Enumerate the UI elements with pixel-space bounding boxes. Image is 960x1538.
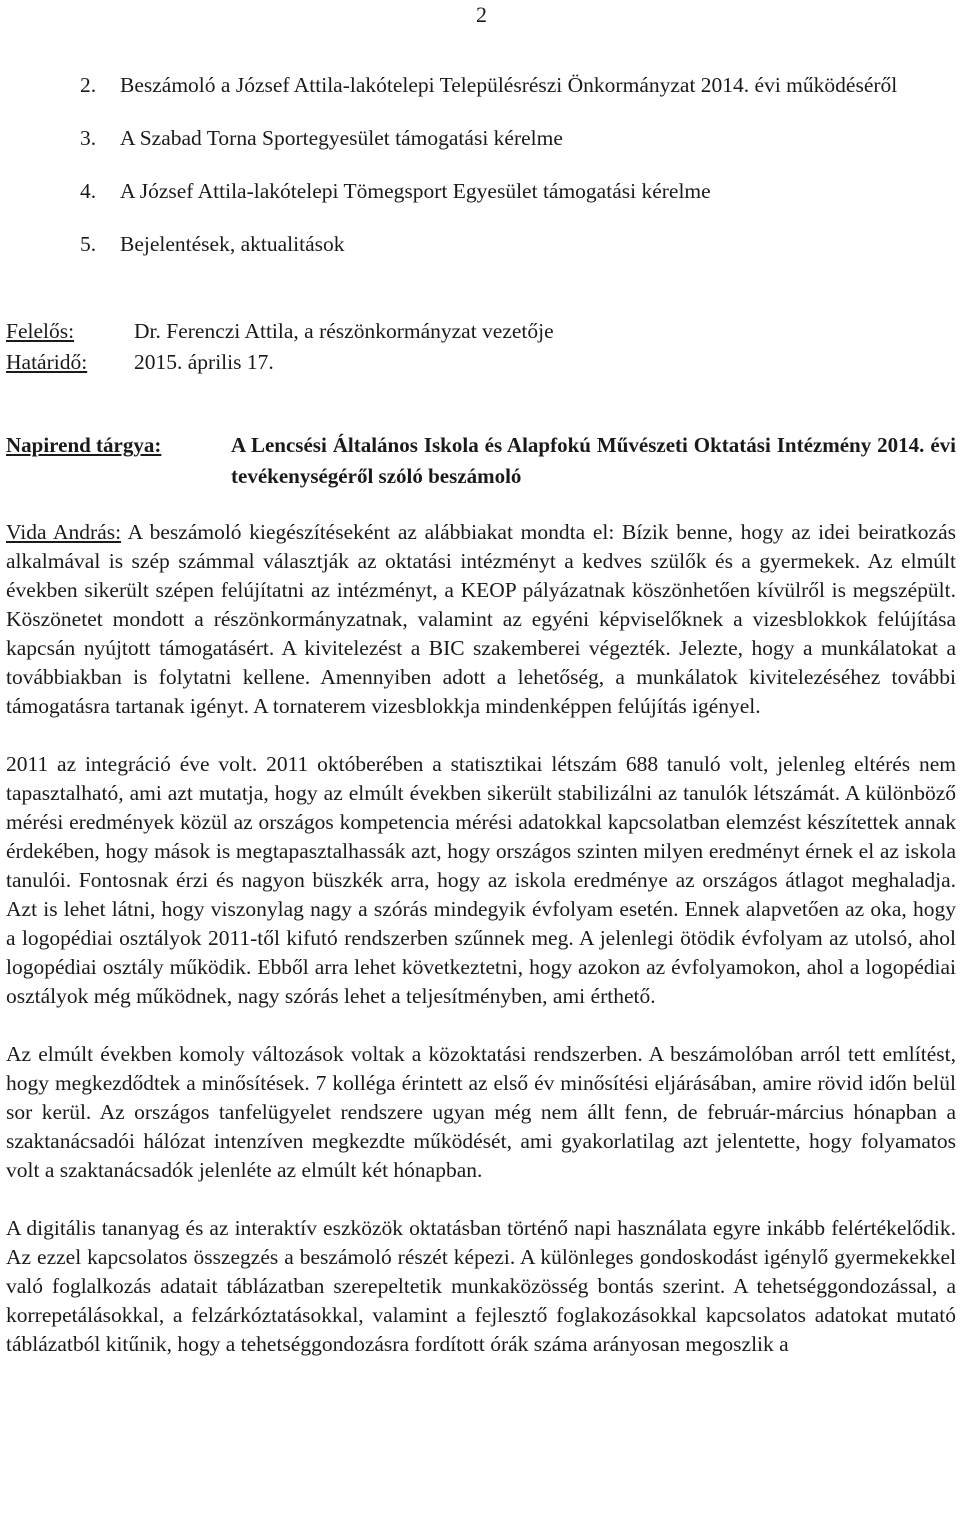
responsible-label: Felelős: bbox=[6, 319, 75, 343]
minutes-body bbox=[6, 518, 956, 1388]
paragraph bbox=[6, 518, 956, 721]
deadline-value: 2015. április 17. bbox=[134, 350, 274, 374]
page-number: 2 bbox=[476, 2, 487, 27]
agenda-item-text: A József Attila-lakótelepi Tömegsport Egyesület támogatási kérelme bbox=[120, 179, 711, 203]
agenda-item bbox=[80, 229, 940, 260]
responsible-value: Dr. Ferenczi Attila, a részönkormányzat vezetője bbox=[134, 319, 554, 343]
agenda-item-number: 3. bbox=[80, 126, 97, 150]
paragraph-text: A beszámoló kiegészítéseként az alábbiakat mondta el: Bízik benne, hogy az idei beiratkozás alkalmával is szép számmal választják az oktatási intézményt a kedves szülők és a gyermekek. Az elmúlt években sikerült szépen felújítatni az intézményt, a KEOP pályázatnak köszönhetően kívülről is megszépült. Köszönetet mondott a részönkormányzatnak, valamint az egyéni képviselőknek a vizesblokkok felújítása kapcsán nyújtott támogatásért. A kivitelezést a BIC szakemberei végezték. Jelezte, hogy a munkálatokat a továbbiakban is folytatni kellene. Amennyiben adott a lehetőség, a munkálatok kivitelezéséhez további támogatásra tartanak igényt. A tornaterem vizesblokkja mindenképpen felújítás igényel. bbox=[6, 520, 956, 718]
topic-text: A Lencsési Általános Iskola és Alapfokú Művészeti Oktatási Intézmény 2014. évi tevékenységéről szóló beszámoló bbox=[231, 433, 956, 488]
agenda-item bbox=[80, 70, 940, 101]
agenda-item-text: Beszámoló a József Attila-lakótelepi Településrészi Önkormányzat 2014. évi működéséről bbox=[120, 73, 898, 97]
paragraph: 2011 az integráció éve volt. 2011 októberében a statisztikai létszám 688 tanuló volt, jelenleg eltérés nem tapasztalható, ami azt mutatja, hogy az elmúlt években sikerült stabilizálni az tanulók létszámát. A különböző mérési eredmények közül az országos kompetencia mérési adatokkal kapcsolatban elemzést készítettek annak érdekében, hogy mások is megtapasztalhassák azt, hogy országos szinten milyen eredményt érnek el az iskola tanulói. Fontosnak érzi és nagyon büszkék arra, hogy az iskola eredménye az országos átlagot meghaladja. Azt is lehet látni, hogy viszonylag nagy a szórás mindegyik évfolyam esetén. Ennek alapvetően az oka, hogy a logopédiai osztályok 2011-től kifutó rendszerben szűnnek meg. A jelenlegi ötödik évfolyam az utolsó, ahol logopédiai osztály működik. Ebből arra lehet következtetni, hogy azokon az évfolyamokon, ahol a logopédiai osztályok még működnek, nagy szórás lehet a teljesítményben, ami érthető. bbox=[6, 752, 956, 1008]
paragraph: Az elmúlt években komoly változások voltak a közoktatási rendszerben. A beszámolóban arról tett említést, hogy megkezdődtek a minősítések. 7 kollégа érintett az első év minősítési eljárásában, amire rövid időn belül sor kerül. Az országos tanfelügyelet rendszere ugyan még nem állt fenn, de február-március hónapban a szaktanácsadói hálózat intenzíven megkezdte működését, ami gyakorlatilag azt jelentette, hogy folyamatos volt a szaktanácsadók jelenléte az elmúlt két hónapban. bbox=[6, 1042, 956, 1182]
speaker-name: Vida András: bbox=[6, 520, 122, 544]
paragraph: A digitális tananyag és az interaktív eszközök oktatásban történő napi használata egyre inkább felértékelődik. Az ezzel kapcsolatos összegzés a beszámoló részét képezi. A különleges gondoskodást igénylő gyermekekkel való foglalkozás adatait táblázatban szerepeltetik munkaközösség bontás szerint. A tehetséggondozással, a korrepetálásokkal, a felzárkóztatásokkal, valamint a fejlesztő foglakozásokkal kapcsolatos adatokat mutató táblázatból kitűnik, hogy a tehetséggondozásra fordított órák száma arányosan megoszlik a bbox=[6, 1216, 956, 1356]
agenda-item-number: 5. bbox=[80, 232, 97, 256]
meta-block bbox=[6, 316, 554, 378]
deadline-row bbox=[6, 347, 554, 378]
topic-heading bbox=[6, 430, 956, 492]
responsible-row bbox=[6, 316, 554, 347]
agenda-list bbox=[80, 70, 940, 282]
agenda-item-text: A Szabad Torna Sportegyesület támogatási kérelme bbox=[120, 126, 563, 150]
agenda-item-text: Bejelentések, aktualitások bbox=[120, 232, 345, 256]
agenda-item bbox=[80, 123, 940, 154]
topic-label: Napirend tárgya: bbox=[6, 433, 162, 457]
agenda-item-number: 4. bbox=[80, 179, 97, 203]
agenda-item bbox=[80, 176, 940, 207]
agenda-item-number: 2. bbox=[80, 73, 97, 97]
deadline-label: Határidő: bbox=[6, 350, 88, 374]
